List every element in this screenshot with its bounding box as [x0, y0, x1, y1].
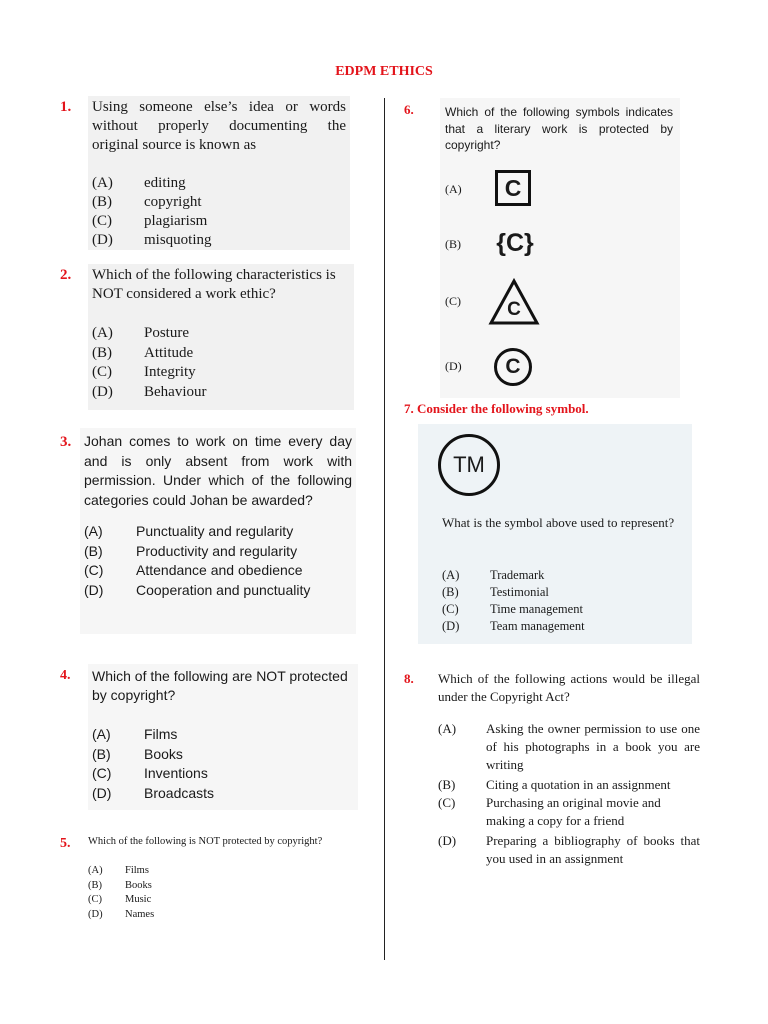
question-number: 1.	[60, 99, 72, 115]
question-text: Which of the following is NOT protected by copyright?	[88, 836, 323, 847]
option-a: (A) Trademark	[442, 568, 545, 582]
option-d: (D) Behaviour	[92, 383, 207, 400]
copyright-circle-icon: C	[494, 348, 532, 386]
option-b: (B) Attitude	[92, 344, 194, 361]
question-number: 4.	[60, 668, 71, 683]
option-d: (D) Preparing a bibliography of books that you used in an assignment	[438, 833, 700, 866]
option-a: (A) Films	[92, 726, 178, 742]
option-c: (C) Attendance and obedience	[84, 562, 303, 578]
copyright-triangle-icon: C	[488, 278, 540, 326]
trademark-icon: TM	[438, 434, 500, 496]
question-number: 5.	[60, 836, 71, 851]
option-label-b: (B)	[445, 237, 461, 251]
question-text: Johan comes to work on time every day and is only absent from work with permission. Under which of the following categories could Johan be awarded?	[84, 433, 352, 508]
column-divider	[384, 98, 385, 960]
option-b: (B) Citing a quotation in an assignment	[438, 777, 671, 792]
page-title: EDPM ETHICS	[335, 64, 433, 79]
question-text: Using someone else’s idea or words without properly documenting the original source is known as	[92, 99, 346, 153]
option-c: (C) Purchasing an original movie and making a copy for a friend	[438, 795, 661, 828]
option-d: (D) Team management	[442, 619, 585, 633]
question-number: 2.	[60, 267, 72, 283]
option-b: (B) Books	[92, 745, 183, 762]
question-6	[404, 98, 694, 398]
option-label-a: (A)	[445, 182, 462, 196]
option-c: (C) Time management	[442, 602, 583, 616]
option-a: (A) editing	[92, 175, 186, 191]
question-7	[418, 424, 692, 644]
option-b: (B) Testimonial	[442, 585, 549, 599]
question-7-heading: 7. Consider the following symbol.	[404, 401, 589, 416]
question-number: 8.	[404, 671, 414, 686]
question-text: What is the symbol above used to represent?	[442, 515, 675, 530]
option-label-c: (C)	[445, 294, 461, 308]
question-text: Which of the following symbols indicates that a literary work is protected by copyright?	[445, 105, 673, 152]
option-a: (A) Asking the owner permission to use one of his photographs in a book you are writing	[438, 721, 700, 772]
option-c: (C) Inventions	[92, 765, 208, 781]
option-d: (D) Names	[88, 908, 155, 920]
option-c: (C) Integrity	[92, 364, 196, 380]
copyright-brace-icon: {C}	[496, 228, 534, 257]
question-text: Which of the following characteristics is NOT considered a work ethic?	[92, 267, 336, 302]
option-c: (C) plagiarism	[92, 213, 208, 229]
option-a: (A) Punctuality and regularity	[84, 523, 294, 539]
option-d: (D) Broadcasts	[92, 784, 215, 801]
option-a: (A) Posture	[92, 325, 189, 341]
option-b: (B) copyright	[92, 194, 202, 210]
option-b: (B) Books	[88, 879, 152, 891]
question-number: 3.	[60, 434, 72, 450]
option-d: (D) Cooperation and punctuality	[84, 581, 311, 598]
option-d: (D) misquoting	[92, 232, 212, 248]
question-text: Which of the following are NOT protected by copyright?	[92, 668, 348, 703]
option-b: (B) Productivity and regularity	[84, 542, 298, 559]
option-a: (A) Films	[88, 865, 149, 876]
option-c: (C) Music	[88, 894, 152, 905]
question-text: Which of the following actions would be illegal under the Copyright Act?	[438, 671, 700, 704]
option-label-d: (D)	[445, 359, 462, 373]
question-number: 6.	[404, 102, 414, 117]
copyright-box-icon: C	[495, 170, 531, 206]
